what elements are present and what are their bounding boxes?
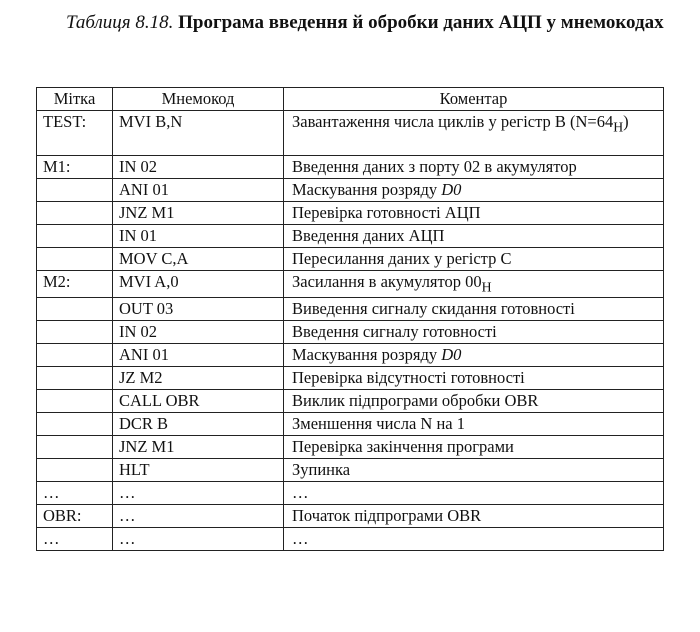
table-body	[37, 111, 664, 551]
comment-text: Зменшення числа N на 1	[292, 414, 465, 434]
row-mnemonic: ANI 01	[113, 179, 284, 202]
comment-text: Перевірка готовності АЦП	[292, 203, 481, 222]
comment-text: Перевірка закінчення програми	[292, 437, 514, 457]
row-label	[37, 436, 113, 459]
comment-closing: )	[623, 112, 629, 131]
row-mnemonic: IN 01	[113, 225, 284, 248]
header-mnemonic: Мнемокод	[113, 88, 284, 111]
table-row	[37, 459, 664, 482]
comment-text: Маскування розряду	[292, 180, 442, 199]
row-mnemonic: MVI B,N	[113, 111, 284, 156]
table-title: Програма введення й обробки даних АЦП у мнемокодах	[178, 12, 664, 33]
row-mnemonic: IN 02	[113, 321, 284, 344]
row-label	[37, 202, 113, 225]
row-mnemonic: …	[113, 482, 284, 505]
comment-subscript: H	[613, 119, 624, 135]
table-caption	[8, 10, 698, 36]
row-comment	[284, 156, 664, 179]
table-row	[37, 413, 664, 436]
comment-text: Введення сигналу готовності	[292, 322, 497, 342]
comment-text: Виклик підпрограми обробки OBR	[292, 391, 539, 411]
row-label	[37, 344, 113, 367]
row-comment	[284, 225, 664, 248]
row-comment	[284, 202, 664, 225]
table-row	[37, 156, 664, 179]
row-comment	[284, 271, 664, 298]
row-comment	[284, 321, 664, 344]
table-row	[37, 367, 664, 390]
row-mnemonic: OUT 03	[113, 298, 284, 321]
comment-text: Введення даних з порту 02 в акумулятор	[292, 157, 577, 176]
row-comment	[284, 390, 664, 413]
row-comment	[284, 482, 664, 505]
row-mnemonic: …	[113, 528, 284, 551]
comment-text: Засилання в акумулятор 00	[292, 272, 482, 291]
row-mnemonic: JNZ M1	[113, 436, 284, 459]
table-row	[37, 271, 664, 298]
comment-subscript: H	[481, 279, 492, 295]
row-label	[37, 321, 113, 344]
row-label: OBR:	[37, 505, 113, 528]
table-row	[37, 344, 664, 367]
row-mnemonic: DCR B	[113, 413, 284, 436]
table-row	[37, 528, 664, 551]
header-row	[37, 88, 664, 111]
comment-text: Пересилання даних у регістр С	[292, 249, 512, 268]
table-row	[37, 111, 664, 156]
row-label	[37, 459, 113, 482]
row-comment	[284, 179, 664, 202]
row-label	[37, 390, 113, 413]
row-mnemonic: MOV C,A	[113, 248, 284, 271]
row-label: …	[37, 528, 113, 551]
table-row	[37, 225, 664, 248]
comment-text: Маскування розряду	[292, 345, 442, 365]
comment-text: Зупинка	[292, 460, 351, 480]
row-comment	[284, 436, 664, 459]
row-label	[37, 298, 113, 321]
row-mnemonic: JNZ M1	[113, 202, 284, 225]
row-label	[37, 179, 113, 202]
row-label: …	[37, 482, 113, 505]
row-comment	[284, 413, 664, 436]
table-row	[37, 505, 664, 528]
table-row	[37, 202, 664, 225]
table-row	[37, 436, 664, 459]
comment-text: …	[292, 529, 309, 549]
row-label: M2:	[37, 271, 113, 298]
row-comment	[284, 459, 664, 482]
row-label	[37, 413, 113, 436]
comment-text: Завантаження числа циклів у регістр В (N=64	[292, 112, 614, 131]
header-label: Мітка	[37, 88, 113, 111]
header-comment: Коментар	[284, 88, 664, 111]
table-header	[37, 88, 664, 111]
row-comment	[284, 528, 664, 551]
row-label: M1:	[37, 156, 113, 179]
comment-text: Перевірка відсутності готовності	[292, 368, 525, 388]
row-comment	[284, 248, 664, 271]
table-row	[37, 179, 664, 202]
comment-emphasis: D0	[441, 180, 462, 199]
table-row	[37, 482, 664, 505]
row-mnemonic: ANI 01	[113, 344, 284, 367]
row-label	[37, 248, 113, 271]
mnemonic-code-table	[36, 87, 664, 551]
row-comment	[284, 111, 664, 156]
table-row	[37, 390, 664, 413]
comment-emphasis: D0	[441, 345, 462, 365]
row-label	[37, 225, 113, 248]
comment-text: Початок підпрограми OBR	[292, 506, 482, 526]
row-comment	[284, 367, 664, 390]
comment-text: …	[292, 483, 309, 503]
table-row	[37, 298, 664, 321]
comment-text: Введення даних АЦП	[292, 226, 445, 245]
row-mnemonic: IN 02	[113, 156, 284, 179]
row-mnemonic: …	[113, 505, 284, 528]
row-label	[37, 367, 113, 390]
row-label: TEST:	[37, 111, 113, 156]
table-row	[37, 321, 664, 344]
table-row	[37, 248, 664, 271]
row-comment	[284, 505, 664, 528]
table-number: Таблиця 8.18.	[66, 12, 174, 33]
row-mnemonic: HLT	[113, 459, 284, 482]
row-comment	[284, 344, 664, 367]
row-mnemonic: JZ M2	[113, 367, 284, 390]
comment-text: Виведення сигналу скидання готовності	[292, 299, 575, 319]
row-mnemonic: CALL OBR	[113, 390, 284, 413]
row-comment	[284, 298, 664, 321]
row-mnemonic: MVI A,0	[113, 271, 284, 298]
